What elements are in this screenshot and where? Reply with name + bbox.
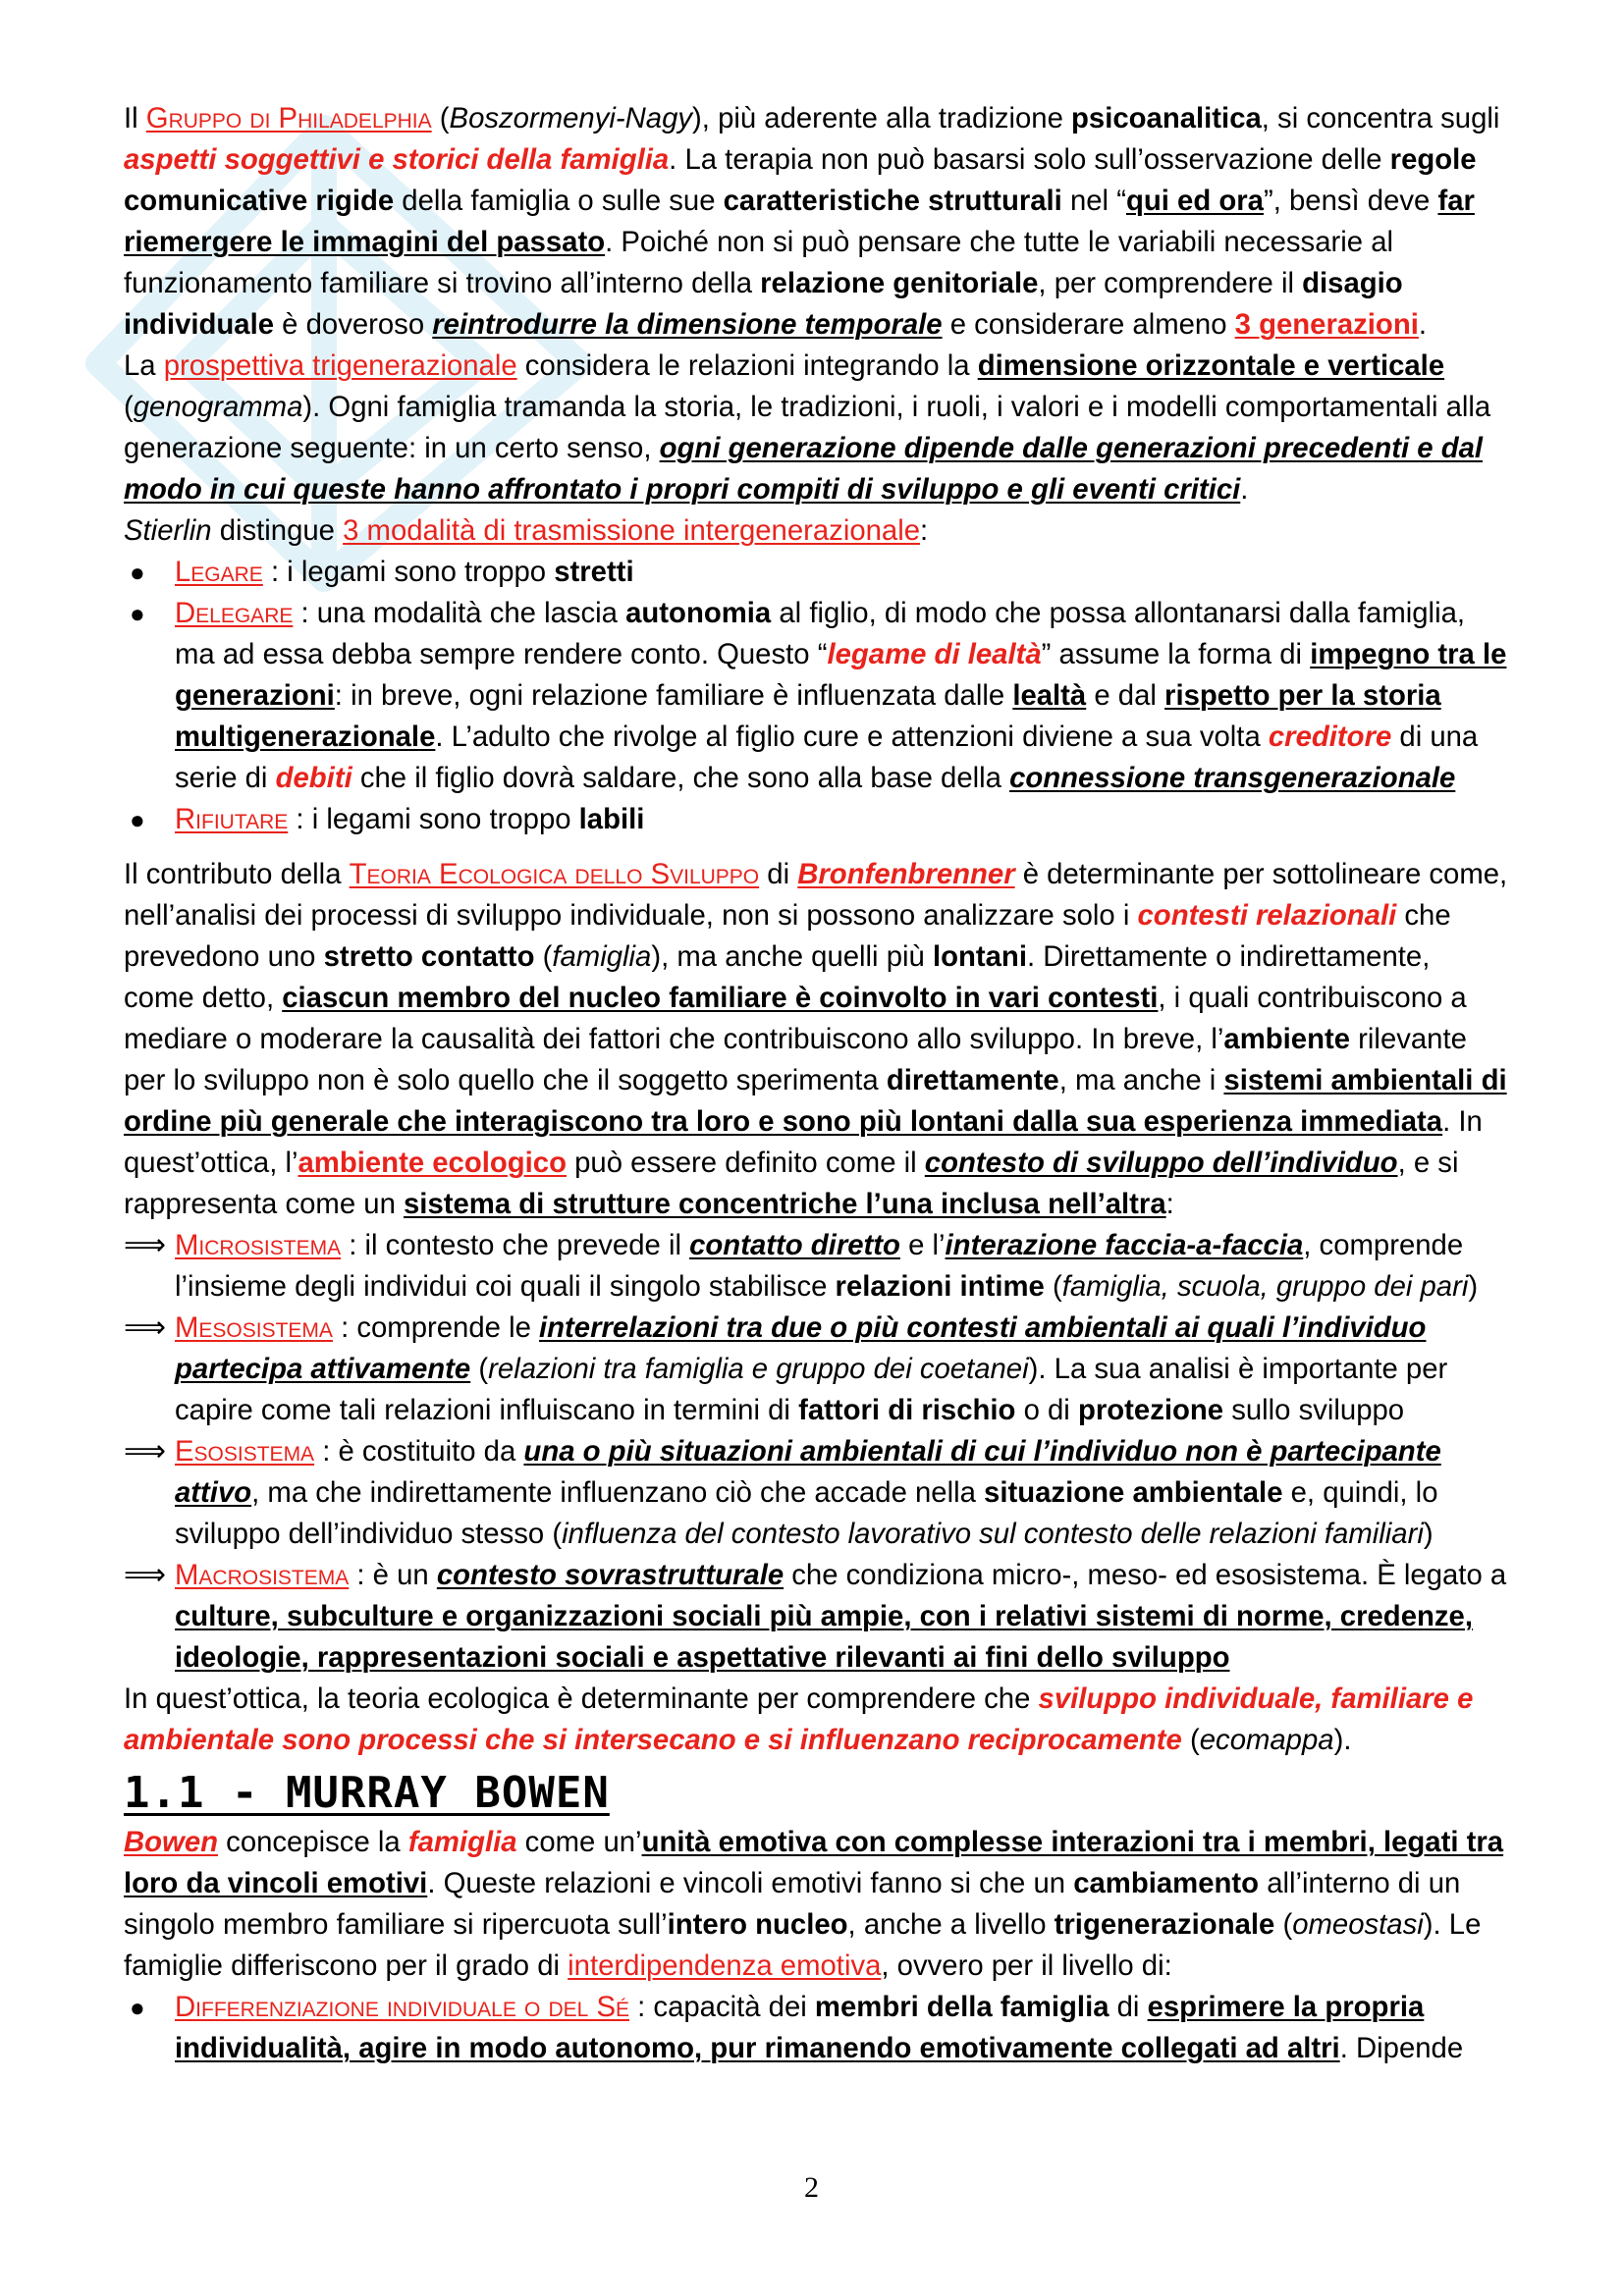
text-run: ( xyxy=(1274,1908,1293,1941)
text-red-emphasis: creditore xyxy=(1268,721,1392,753)
text-bold: psicoanalitica xyxy=(1071,102,1262,134)
text-run: di xyxy=(759,858,798,890)
paragraph-stierlin xyxy=(124,510,1508,552)
author-name: Stierlin xyxy=(124,514,212,547)
text-run: . xyxy=(1418,308,1428,341)
document-body xyxy=(124,98,1508,2069)
text-bold: regole comunicative rigide xyxy=(124,143,1477,217)
term-differenziazione: Differenziazione individuale o del Sé xyxy=(175,1991,629,2023)
sistemi-list xyxy=(124,1225,1508,1679)
text-run: ), più aderente alla tradizione xyxy=(692,102,1072,134)
list-item-macrosistema xyxy=(124,1555,1508,1679)
text-bold-underline: culture, subculture e organizzazioni sociali più ampie, con i relativi sistemi di norme, credenze, ideologie, rappresentazioni sociali e aspettative rilevanti ai fini dello sviluppo xyxy=(175,1600,1473,1674)
text-run: ( xyxy=(470,1353,489,1385)
text-run: e dal xyxy=(1086,679,1165,712)
bullet-icon: ● xyxy=(130,805,145,834)
term-macrosistema: Macrosistema xyxy=(175,1559,350,1591)
text-run: può essere definito come il xyxy=(567,1147,925,1179)
term-microsistema: Microsistema xyxy=(175,1229,342,1261)
text-red-emphasis: famiglia xyxy=(407,1826,517,1858)
text-run: concepisce la xyxy=(218,1826,408,1858)
term-legare: Legare xyxy=(175,556,263,588)
text-run: : capacità dei xyxy=(629,1991,815,2023)
author-name: Boszormenyi-Nagy xyxy=(449,102,693,134)
text-run: e considerare almeno xyxy=(942,308,1235,341)
term-esosistema: Esosistema xyxy=(175,1435,315,1468)
text-italic: famiglia, scuola, gruppo dei pari xyxy=(1061,1270,1469,1303)
text-bold-italic-underline: contesto sovrastrutturale xyxy=(436,1559,784,1591)
bullet-icon: ● xyxy=(130,558,145,587)
text-bold-underline: qui ed ora xyxy=(1125,185,1264,217)
text-bold-underline: dimensione orizzontale e verticale xyxy=(977,349,1445,382)
text-bold-italic-underline: una o più situazioni ambientali di cui l’individuo non è partecipante attivo xyxy=(175,1435,1441,1509)
text-run: . L’adulto che rivolge al figlio cure e attenzioni diviene a sua volta xyxy=(435,721,1269,753)
text-bold: relazione genitoriale xyxy=(760,267,1039,299)
text-bold-underline: lealtà xyxy=(1012,679,1087,712)
text-run: , anche a livello xyxy=(847,1908,1055,1941)
list-item-esosistema xyxy=(124,1431,1508,1555)
list-item-microsistema xyxy=(124,1225,1508,1308)
text-bold-underline: ciascun membro del nucleo familiare è coinvolto in vari contesti xyxy=(282,982,1159,1014)
text-run: ) xyxy=(1468,1270,1479,1303)
text-run: distingue xyxy=(211,514,344,547)
text-run: Il contributo della xyxy=(124,858,350,890)
text-run: , comprende l’insieme degli individui coi quali il singolo stabilisce xyxy=(175,1229,1464,1303)
text-bold: stretti xyxy=(554,556,634,588)
text-run: e l’ xyxy=(899,1229,946,1261)
text-bold: membri della famiglia xyxy=(814,1991,1109,2023)
text-italic: ecomappa xyxy=(1199,1724,1334,1756)
list-item-delegare xyxy=(124,593,1508,799)
text-run: ” assume la forma di xyxy=(1041,638,1311,670)
text-run: : il contesto che prevede il xyxy=(341,1229,690,1261)
text-bold-italic-underline: contesto di sviluppo dell’individuo xyxy=(924,1147,1398,1179)
text-run: : xyxy=(920,514,929,547)
term-teoria-ecologica: Teoria Ecologica dello Sviluppo xyxy=(349,858,760,890)
text-bold: fattori di rischio xyxy=(798,1394,1016,1426)
paragraph-bronfenbrenner xyxy=(124,854,1508,1225)
text-run: di xyxy=(1109,1991,1148,2023)
implies-arrow-icon: ⟹ xyxy=(124,1434,167,1468)
text-run: che prevedono uno xyxy=(124,899,1451,973)
text-run: di una serie di xyxy=(175,721,1479,794)
text-italic: omeostasi xyxy=(1292,1908,1424,1941)
text-run: o di xyxy=(1015,1394,1078,1426)
text-run: della famiglia o sulle sue xyxy=(394,185,724,217)
paragraph-trigenerazionale xyxy=(124,346,1508,510)
text-bold: trigenerazionale xyxy=(1054,1908,1275,1941)
text-red-underline: prospettiva trigenerazionale xyxy=(163,349,517,382)
text-bold: caratteristiche strutturali xyxy=(723,185,1062,217)
term-delegare: Delegare xyxy=(175,597,294,629)
text-run: sullo sviluppo xyxy=(1223,1394,1405,1426)
text-run: rilevante per lo sviluppo non è solo quello che il soggetto sperimenta xyxy=(124,1023,1467,1096)
paragraph-philadelphia xyxy=(124,98,1508,346)
text-run: : è costituito da xyxy=(314,1435,524,1468)
list-item-differenziazione xyxy=(124,1987,1508,2069)
text-run: . Poiché non si può pensare che tutte le variabili necessarie al funzionamento familiare si trovino all’interno della xyxy=(124,226,1393,299)
term-rifiutare: Rifiutare xyxy=(175,803,289,835)
text-run: è determinante per sottolineare come, nell’analisi dei processi di sviluppo individuale, non si possono analizzare solo i xyxy=(124,858,1508,932)
text-run: e, quindi, lo sviluppo dell’individuo stesso ( xyxy=(175,1476,1438,1550)
text-run: , si concentra sugli xyxy=(1261,102,1500,134)
section-heading: 1.1 - MURRAY BOWEN xyxy=(124,1768,610,1818)
text-run: : una modalità che lascia xyxy=(293,597,626,629)
text-bold-underline: sistema di strutture concentriche l’una inclusa nell’altra xyxy=(404,1188,1166,1220)
text-run: . La terapia non può basarsi solo sull’osservazione delle xyxy=(669,143,1390,176)
text-run: che il figlio dovrà saldare, che sono alla base della xyxy=(352,762,1010,794)
list-item-rifiutare xyxy=(124,799,1508,840)
text-red-underline: interdipendenza emotiva xyxy=(568,1949,882,1982)
text-italic: relazioni tra famiglia e gruppo dei coetanei xyxy=(488,1353,1029,1385)
text-run: ( xyxy=(534,940,553,973)
author-name: Bronfenbrenner xyxy=(797,858,1015,890)
text-run: : i legami sono troppo xyxy=(262,556,555,588)
text-run: , e si rappresenta come un xyxy=(124,1147,1459,1220)
implies-arrow-icon: ⟹ xyxy=(124,1558,167,1592)
bullet-icon: ● xyxy=(130,1993,145,2022)
bowen-list xyxy=(124,1987,1508,2069)
text-run: . In quest’ottica, l’ xyxy=(124,1105,1483,1179)
text-run: : è un xyxy=(349,1559,437,1591)
text-bold-italic-underline: interazione faccia-a-faccia xyxy=(945,1229,1304,1261)
text-run: che condiziona micro-, meso- ed esosistema. È legato a xyxy=(784,1559,1507,1591)
text-run: ). Ogni famiglia tramanda la storia, le tradizioni, i ruoli, i valori e i modelli comportamentali alla generazione seguente: in un certo senso, xyxy=(124,391,1491,464)
text-run: La xyxy=(124,349,164,382)
text-italic: famiglia xyxy=(552,940,652,973)
text-bold-italic-underline: reintrodurre la dimensione temporale xyxy=(432,308,943,341)
text-bold-underline: unità emotiva con complesse interazioni tra i membri, legati tra loro da vincoli emotivi xyxy=(124,1826,1504,1899)
trasmissione-list xyxy=(124,552,1508,840)
text-run: è doveroso xyxy=(274,308,433,341)
text-bold-italic-underline: interrelazioni tra due o più contesti ambientali ai quali l’individuo partecipa attivamente xyxy=(175,1311,1427,1385)
text-italic: influenza del contesto lavorativo sul contesto delle relazioni familiari xyxy=(562,1518,1424,1550)
text-bold-italic-underline: connessione transgenerazionale xyxy=(1009,762,1456,794)
list-item-legare xyxy=(124,552,1508,593)
text-run: , ma che indirettamente influenzano ciò che accade nella xyxy=(251,1476,985,1509)
text-bold: situazione ambientale xyxy=(984,1476,1283,1509)
text-run: , ma anche i xyxy=(1058,1064,1224,1096)
text-bold: stretto contatto xyxy=(323,940,535,973)
text-red-emphasis: sviluppo individuale, familiare e ambientale sono processi che si intersecano e si influenzano reciprocamente xyxy=(124,1682,1474,1756)
text-bold-underline: impegno tra le generazioni xyxy=(175,638,1507,712)
text-run: ( xyxy=(1181,1724,1200,1756)
text-run: , ovvero per il livello di: xyxy=(881,1949,1172,1982)
text-run: ). Le famiglie differiscono per il grado di xyxy=(124,1908,1482,1982)
text-bold-italic-underline: contatto diretto xyxy=(689,1229,900,1261)
text-bold-italic-underline: ogni generazione dipende dalle generazioni precedenti e dal modo in cui queste hanno affrontato i propri compiti di sviluppo e gli eventi critici xyxy=(124,432,1484,506)
text-run: come un’ xyxy=(516,1826,642,1858)
text-bold-underline: far riemergere le immagini del passato xyxy=(124,185,1475,258)
text-bold: ambiente xyxy=(1223,1023,1351,1055)
text-bold: cambiamento xyxy=(1073,1867,1260,1899)
text-red-underline: ambiente ecologico xyxy=(298,1147,567,1179)
paragraph-bowen xyxy=(124,1822,1508,1987)
text-bold-underline: sistemi ambientali di ordine più generale che interagiscono tra loro e sono più lontani dalla sua esperienza immediata xyxy=(124,1064,1507,1138)
text-run: . xyxy=(1240,473,1249,506)
term-gruppo-philadelphia: Gruppo di Philadelphia xyxy=(145,102,432,134)
text-red-emphasis: contesti relazionali xyxy=(1137,899,1397,932)
text-run: . Direttamente o indirettamente, come detto, xyxy=(124,940,1431,1014)
implies-arrow-icon: ⟹ xyxy=(124,1228,167,1262)
text-bold: relazioni intime xyxy=(835,1270,1045,1303)
text-run: . Queste relazioni e vincoli emotivi fanno si che un xyxy=(427,1867,1074,1899)
text-red-emphasis: debiti xyxy=(275,762,352,794)
implies-arrow-icon: ⟹ xyxy=(124,1310,167,1345)
page-number: 2 xyxy=(804,2171,819,2204)
text-run: : xyxy=(1165,1188,1174,1220)
text-run: Il xyxy=(124,102,146,134)
text-run: , i quali contribuiscono a mediare o moderare la causalità dei fattori che contribuiscono allo sviluppo. In breve, l’ xyxy=(124,982,1467,1055)
text-run: . Dipende xyxy=(1339,2032,1464,2064)
text-bold: labili xyxy=(578,803,645,835)
text-run: ), ma anche quelli più xyxy=(651,940,933,973)
text-run: ”, bensì deve xyxy=(1263,185,1438,217)
text-bold: disagio individuale xyxy=(124,267,1403,341)
term-mesosistema: Mesosistema xyxy=(175,1311,333,1344)
text-run: ). xyxy=(1333,1724,1352,1756)
author-name: Bowen xyxy=(124,1826,219,1858)
list-item-mesosistema xyxy=(124,1308,1508,1431)
text-run: : i legami sono troppo xyxy=(288,803,579,835)
text-run: : in breve, ogni relazione familiare è influenzata dalle xyxy=(334,679,1013,712)
paragraph-ecologica-conclusione xyxy=(124,1679,1508,1761)
text-italic: genogramma xyxy=(133,391,303,423)
text-red-emphasis: aspetti soggettivi e storici della famiglia xyxy=(124,143,670,176)
text-red-underline: 3 generazioni xyxy=(1234,308,1419,341)
text-red-underline: 3 modalità di trasmissione intergenerazionale xyxy=(343,514,921,547)
text-run: all’interno di un singolo membro familiare si ripercuota sull’ xyxy=(124,1867,1461,1941)
text-run: al figlio, di modo che possa allontanarsi dalla famiglia, ma ad essa debba sempre rendere conto. Questo “ xyxy=(175,597,1466,670)
text-bold: direttamente xyxy=(886,1064,1059,1096)
text-bold-underline: esprimere la propria individualità, agire in modo autonomo, pur rimanendo emotivamente collegati ad altri xyxy=(175,1991,1425,2064)
text-run: In quest’ottica, la teoria ecologica è determinante per comprendere che xyxy=(124,1682,1039,1715)
text-run: : comprende le xyxy=(332,1311,540,1344)
text-bold-underline: rispetto per la storia multigenerazionale xyxy=(175,679,1441,753)
text-bold: intero nucleo xyxy=(667,1908,848,1941)
text-bold: protezione xyxy=(1077,1394,1224,1426)
text-run: ) xyxy=(1423,1518,1434,1550)
text-run: ). La sua analisi è importante per capire come tali relazioni influiscano in termini di xyxy=(175,1353,1448,1426)
text-run: ( xyxy=(1044,1270,1062,1303)
text-run: considera le relazioni integrando la xyxy=(516,349,978,382)
text-run: ( xyxy=(431,102,450,134)
bullet-icon: ● xyxy=(130,599,145,628)
text-bold: autonomia xyxy=(625,597,772,629)
text-run: , per comprendere il xyxy=(1038,267,1303,299)
text-run: ( xyxy=(124,391,134,423)
text-bold: lontani xyxy=(932,940,1027,973)
text-run: nel “ xyxy=(1061,185,1126,217)
text-red-emphasis: legame di lealtà xyxy=(827,638,1042,670)
